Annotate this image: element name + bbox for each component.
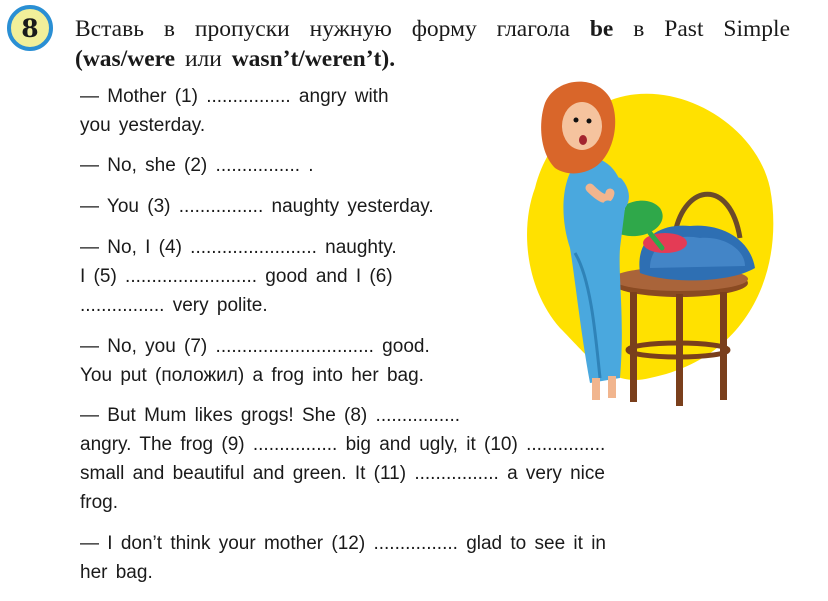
dialogue-line: angry. The frog (9) ................ big and ugly, it (10) ............... (80, 434, 606, 455)
dialogue-line-5-7 (80, 233, 397, 320)
dialogue-line-1-2 (80, 82, 472, 140)
dialogue-line: — I don’t think your mother (12) ................ glad to see it in (80, 533, 606, 554)
dialogue-line: — But Mum likes grogs! She (8) ................ (80, 405, 460, 426)
instruction-forms-1: (was/were (75, 46, 176, 72)
dialogue-line: You put (положил) a frog into her bag. (80, 365, 424, 386)
dialogue-line: ................ very polite. (80, 295, 268, 316)
dialogue-line: I (5) ......................... good and I (6) (80, 266, 393, 287)
dialogue-line: frog. (80, 492, 119, 513)
instruction-forms-2: wasn’t/weren’t). (231, 46, 396, 72)
instruction-verb: be (589, 16, 614, 42)
dialogue-line-8-9 (80, 332, 430, 390)
exercise-number: 8 (21, 13, 39, 43)
dialogue-line: small and beautiful and green. It (11) ................ a very nice (80, 463, 605, 484)
dialogue-line: — No, you (7) .............................. good. (80, 336, 430, 357)
dialogue-line: — Mother (1) ................ angry with (80, 86, 389, 107)
table-leg (676, 294, 683, 406)
instruction-text-2: в Past Simple (633, 16, 790, 42)
instruction-text-1: Вставь в пропуски нужную форму глагола (75, 16, 570, 42)
exercise-number-badge (7, 5, 53, 51)
dialogue-line-10-13 (80, 401, 605, 517)
dialogue-line-3 (80, 151, 314, 180)
exercise-instruction (75, 14, 790, 74)
dialogue-line: you yesterday. (80, 115, 206, 136)
dialogue-line-14-15 (80, 529, 606, 587)
dialogue-line: — No, she (2) ................ . (80, 155, 314, 176)
woman-frog-illustration (500, 78, 785, 408)
instruction-or: или (184, 46, 222, 72)
dialogue-line: — No, I (4) ........................ naughty. (80, 237, 397, 258)
dialogue-line-4 (80, 192, 434, 221)
dialogue-line: her bag. (80, 562, 153, 583)
dialogue-line: — You (3) ................ naughty yesterday. (80, 196, 434, 217)
